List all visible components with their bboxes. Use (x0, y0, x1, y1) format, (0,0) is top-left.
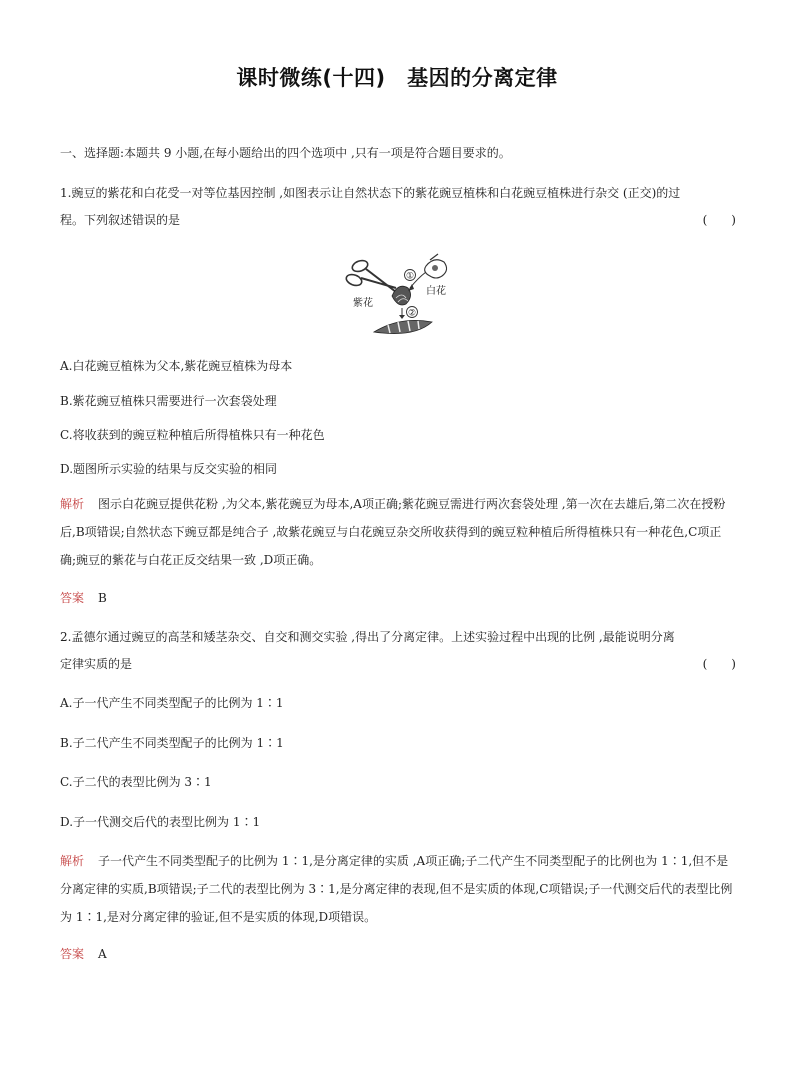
purple-flower-label: 紫花 (353, 298, 373, 309)
q1-option-d: D.题图所示实验的结果与反交实验的相同 (60, 462, 278, 476)
page-title: 课时微练(十四) 基因的分离定律 (236, 66, 558, 90)
q1-stem-line1: 1.豌豆的紫花和白花受一对等位基因控制 ,如图表示让自然状态下的紫花豌豆植株和白花豌豆植株进行杂交 (正交)的过 (60, 186, 681, 200)
step1-label: ① (405, 271, 415, 282)
q2-option-b: B.子二代产生不同类型配子的比例为 1∶1 (60, 736, 284, 750)
q2-stem-line1: 2.孟德尔通过豌豆的高茎和矮茎杂交、自交和测交实验 ,得出了分离定律。上述实验过程中出现的比例 ,最能说明分离 (60, 630, 675, 644)
answer-label: 答案 (60, 947, 85, 961)
q1-option-b: B.紫花豌豆植株只需要进行一次套袋处理 (60, 394, 277, 408)
answer-label: 答案 (60, 591, 85, 605)
purple-flower-icon (392, 286, 411, 305)
q2-stem-line2: 定律实质的是 (60, 657, 133, 671)
section-heading: 一、选择题:本题共 9 小题,在每小题给出的四个选项中 ,只有一项是符合题目要求的。 (60, 146, 511, 160)
pea-pollination-figure (340, 252, 456, 338)
q2-option-d: D.子一代测交后代的表型比例为 1∶1 (60, 815, 261, 829)
analysis-text: 子一代产生不同类型配子的比例为 1∶1,是分离定律的实质 ,A项正确;子二代产生不同类型配子的比例也为 1∶1,但不是分离定律的实质,B项错误;子二代的表型比例为 3∶1,是分离定律的表现,但不是实质的体现,C项错误;子一代测交后代的表型比例为 1∶1,是对分离定律的验证,但不是实质的体现,D项错误。 (60, 854, 733, 924)
answer-value: A (98, 947, 107, 961)
pea-pod-icon (374, 320, 432, 333)
white-flower-label: 白花 (426, 286, 446, 297)
answer-value: B (98, 591, 107, 605)
step2-label: ② (407, 308, 417, 319)
q1-option-a: A.白花豌豆植株为父本,紫花豌豆植株为母本 (60, 359, 293, 373)
analysis-text: 图示白花豌豆提供花粉 ,为父本,紫花豌豆为母本,A项正确;紫花豌豆需进行两次套袋处理 ,第一次在去雄后,第二次在授粉后,B项错误;自然状态下豌豆都是纯合子 ,故紫花豌豆与白花豌豆杂交所收获得到的豌豆粒种植后所得植株只有一种花色,C项正确;豌豆的紫花与白花正反交结果一致 ,D项正确。 (60, 497, 726, 567)
q1-answer-blank: ( ) (702, 213, 736, 227)
q1-answer (60, 589, 107, 607)
q2-answer (60, 945, 107, 963)
q1-option-c: C.将收获到的豌豆粒种植后所得植株只有一种花色 (60, 428, 325, 442)
scissors-icon (345, 259, 396, 292)
q2-option-c: C.子二代的表型比例为 3∶1 (60, 775, 212, 789)
q2-analysis (60, 847, 736, 931)
q2-option-a: A.子一代产生不同类型配子的比例为 1∶1 (60, 696, 284, 710)
white-flower-icon (425, 254, 447, 278)
analysis-label: 解析 (60, 497, 85, 511)
q2-answer-blank: ( ) (702, 657, 736, 671)
q1-stem-line2: 程。下列叙述错误的是 (60, 213, 181, 227)
q1-analysis (60, 490, 736, 574)
analysis-label: 解析 (60, 854, 85, 868)
